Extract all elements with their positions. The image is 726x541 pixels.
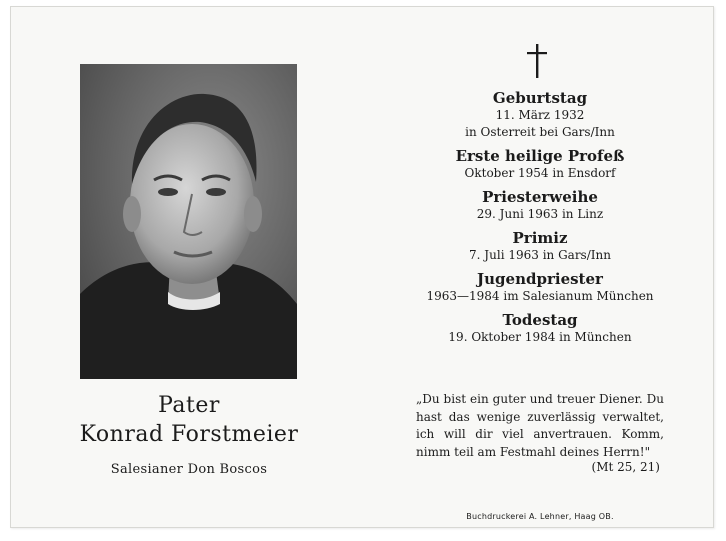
bible-quote: „Du bist ein guter und treuer Diener. Du hast das wenige zuverlässig verwaltet, ich will dir viel anvertrauen. Komm, nimm teil am Festmahl deines Herrn!" xyxy=(416,392,664,459)
event-detail: 7. Juli 1963 in Gars/Inn xyxy=(469,248,611,262)
event-detail: 29. Juni 1963 in Linz xyxy=(476,207,604,221)
event-title: Geburtstag xyxy=(492,89,588,107)
event-youth-priest xyxy=(420,270,660,305)
latin-cross-icon xyxy=(524,42,550,84)
event-title: Priesterweihe xyxy=(482,188,598,206)
person-name: Konrad Forstmeier xyxy=(79,422,299,447)
event-birthday xyxy=(420,89,660,141)
event-title: Primiz xyxy=(512,229,568,247)
event-ordination xyxy=(420,188,660,223)
event-death xyxy=(420,311,660,346)
life-events xyxy=(420,89,660,352)
event-detail: 19. Oktober 1984 in München xyxy=(448,330,632,344)
bible-reference: (Mt 25, 21) xyxy=(591,460,660,474)
name-block xyxy=(64,392,314,477)
event-detail: 11. März 1932 xyxy=(495,108,585,122)
event-detail: in Osterreit bei Gars/Inn xyxy=(465,125,615,139)
event-title: Erste heilige Profeß xyxy=(455,147,625,165)
printer-imprint: Buchdruckerei A. Lehner, Haag OB. xyxy=(466,512,614,521)
portrait-photo xyxy=(80,64,297,379)
event-title: Todestag xyxy=(502,311,578,329)
event-first-mass xyxy=(420,229,660,264)
event-detail: Oktober 1954 in Ensdorf xyxy=(464,166,616,180)
event-detail: 1963—1984 im Salesianum München xyxy=(426,289,654,303)
person-title: Pater xyxy=(158,393,220,418)
religious-order: Salesianer Don Boscos xyxy=(110,462,268,477)
event-title: Jugendpriester xyxy=(477,270,603,288)
event-profession xyxy=(420,147,660,182)
